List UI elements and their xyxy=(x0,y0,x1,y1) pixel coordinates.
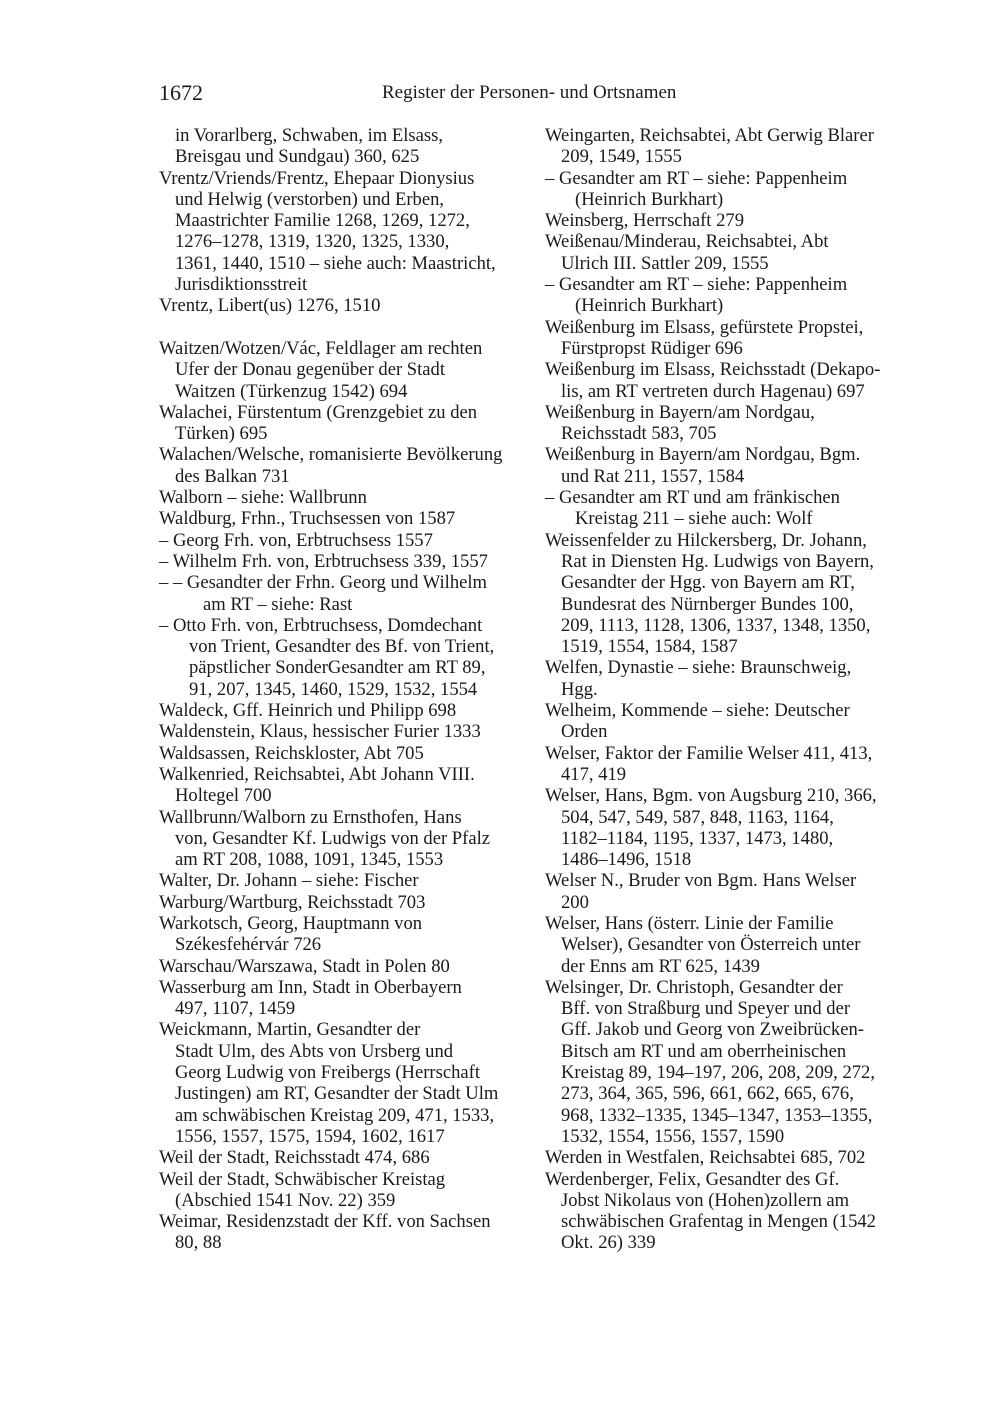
index-entry: Werdenberger, Felix, Gesandter des Gf. xyxy=(545,1168,840,1190)
index-entry-continuation: 1519, 1554, 1584, 1587 xyxy=(561,636,738,658)
index-entry: Werden in Westfalen, Reichsabtei 685, 702 xyxy=(545,1147,866,1169)
index-entry-continuation: der Enns am RT 625, 1439 xyxy=(561,955,760,977)
index-entry-continuation: schwäbischen Grafentag in Mengen (1542 xyxy=(561,1211,876,1233)
index-entry: Welser, Hans, Bgm. von Augsburg 210, 366, xyxy=(545,785,877,807)
index-entry-continuation: Bitsch am RT und am oberrheinischen xyxy=(561,1040,847,1062)
index-entry-continuation: Breisgau und Sundgau) 360, 625 xyxy=(175,146,420,168)
index-entry-continuation: 1276–1278, 1319, 1320, 1325, 1330, xyxy=(175,231,450,253)
index-entry-continuation: Hgg. xyxy=(561,678,598,700)
index-entry-continuation: in Vorarlberg, Schwaben, im Elsass, xyxy=(175,125,444,146)
index-entry-continuation: (Heinrich Burkhart) xyxy=(575,295,724,317)
index-entry-continuation: Rat in Diensten Hg. Ludwigs von Bayern, xyxy=(561,550,874,572)
index-entry: Weimar, Residenzstadt der Kff. von Sachsen xyxy=(159,1211,491,1233)
index-entry: Warkotsch, Georg, Hauptmann von xyxy=(159,912,423,934)
index-entry-continuation: (Heinrich Burkhart) xyxy=(575,188,724,210)
index-entry: Welfen, Dynastie – siehe: Braunschweig, xyxy=(545,657,852,679)
index-entry-continuation: lis, am RT vertreten durch Hagenau) 697 xyxy=(561,380,865,402)
index-entry: Wasserburg am Inn, Stadt in Oberbayern xyxy=(159,976,462,998)
index-entry-continuation: und Rat 211, 1557, 1584 xyxy=(561,465,745,487)
index-entry: Weißenburg in Bayern/am Nordgau, Bgm. xyxy=(545,444,861,466)
page-number: 1672 xyxy=(159,80,203,105)
index-entry: Vrentz/Vriends/Frentz, Ehepaar Dionysius xyxy=(159,167,475,189)
index-entry-continuation: und Helwig (verstorben) und Erben, xyxy=(175,188,445,210)
index-entry-continuation: 80, 88 xyxy=(175,1232,222,1254)
index-entry-continuation: 273, 364, 365, 596, 661, 662, 665, 676, xyxy=(561,1083,854,1105)
index-entry-continuation: von, Gesandter Kf. Ludwigs von der Pfalz xyxy=(175,827,490,849)
index-entry-continuation: 1556, 1557, 1575, 1594, 1602, 1617 xyxy=(175,1125,445,1147)
index-entry-continuation: am RT – siehe: Rast xyxy=(203,593,353,615)
index-entry: Walachei, Fürstentum (Grenzgebiet zu den xyxy=(159,401,478,423)
index-entry: Weinsberg, Herrschaft 279 xyxy=(545,210,745,232)
index-entry-continuation: Waitzen (Türkenzug 1542) 694 xyxy=(175,380,408,402)
index-entry: Warburg/Wartburg, Reichsstadt 703 xyxy=(159,891,426,913)
index-entry-continuation: päpstlicher SonderGesandter am RT 89, xyxy=(189,657,486,679)
index-entry-continuation: Ufer der Donau gegenüber der Stadt xyxy=(175,359,446,381)
index-entry: Weil der Stadt, Schwäbischer Kreistag xyxy=(159,1168,446,1190)
index-entry: Waitzen/Wotzen/Vác, Feldlager am rechten xyxy=(159,337,483,359)
index-entry-continuation: 1532, 1554, 1556, 1557, 1590 xyxy=(561,1125,785,1147)
index-entry: Weingarten, Reichsabtei, Abt Gerwig Blarer xyxy=(545,125,874,146)
index-entry-continuation: Justingen) am RT, Gesandter der Stadt Ulm xyxy=(175,1083,499,1105)
index-entry: Walkenried, Reichsabtei, Abt Johann VIII. xyxy=(159,763,475,785)
index-entry: Welser, Faktor der Familie Welser 411, 413, xyxy=(545,742,873,764)
index-column-right xyxy=(545,125,917,1254)
index-entry: Waldenstein, Klaus, hessischer Furier 1333 xyxy=(159,721,481,743)
index-entry-continuation: 1182–1184, 1195, 1337, 1473, 1480, xyxy=(561,827,834,849)
index-entry-continuation: 209, 1113, 1128, 1306, 1337, 1348, 1350, xyxy=(561,614,871,636)
index-entry: – Gesandter am RT und am fränkischen xyxy=(545,487,840,509)
index-entry: Waldeck, Gff. Heinrich und Philipp 698 xyxy=(159,700,457,722)
index-entry-continuation: Ulrich III. Sattler 209, 1555 xyxy=(561,252,769,274)
index-entry-continuation: Kreistag 211 – siehe auch: Wolf xyxy=(575,508,813,530)
index-entry-continuation: Gff. Jakob und Georg von Zweibrücken- xyxy=(561,1019,864,1041)
index-entry: Welser, Hans (österr. Linie der Familie xyxy=(545,912,834,934)
index-entry-continuation: Türken) 695 xyxy=(175,423,268,445)
index-entry-continuation: Maastrichter Familie 1268, 1269, 1272, xyxy=(175,210,470,232)
index-entry: Weißenburg im Elsass, gefürstete Propstei, xyxy=(545,316,864,338)
index-entry-continuation: Georg Ludwig von Freibergs (Herrschaft xyxy=(175,1062,480,1084)
index-entry-continuation: Welser), Gesandter von Österreich unter xyxy=(561,934,861,956)
index-entry-continuation: 209, 1549, 1555 xyxy=(561,146,682,168)
index-entry-continuation: Gesandter der Hgg. von Bayern am RT, xyxy=(561,572,855,594)
index-entry-continuation: 497, 1107, 1459 xyxy=(175,998,296,1020)
index-entry-continuation: Jobst Nikolaus von (Hohen)zollern am xyxy=(561,1189,850,1211)
index-entry: Welheim, Kommende – siehe: Deutscher xyxy=(545,700,850,722)
running-title: Register der Personen- und Ortsnamen xyxy=(382,82,677,103)
section-gap xyxy=(159,317,531,338)
index-entry-continuation: Stadt Ulm, des Abts von Ursberg und xyxy=(175,1040,454,1062)
index-entry: Weißenburg in Bayern/am Nordgau, xyxy=(545,401,815,423)
index-entry-continuation: 1361, 1440, 1510 – siehe auch: Maastricht, xyxy=(175,252,496,274)
index-entry: – Wilhelm Frh. von, Erbtruchsess 339, 1557 xyxy=(159,550,488,572)
index-entry-continuation: Bff. von Straßburg und Speyer und der xyxy=(561,998,851,1020)
index-entry-continuation: 504, 547, 549, 587, 848, 1163, 1164, xyxy=(561,806,834,828)
index-entry: – – Gesandter der Frhn. Georg und Wilhelm xyxy=(159,572,488,594)
index-entry: – Gesandter am RT – siehe: Pappenheim xyxy=(545,274,848,296)
index-entry-continuation: Orden xyxy=(561,721,608,743)
index-entry-continuation: 1486–1496, 1518 xyxy=(561,849,692,871)
index-entry: Welser N., Bruder von Bgm. Hans Welser xyxy=(545,870,857,892)
index-entry: – Georg Frh. von, Erbtruchsess 1557 xyxy=(159,529,433,551)
index-entry: Warschau/Warszawa, Stadt in Polen 80 xyxy=(159,955,450,977)
index-entry: – Gesandter am RT – siehe: Pappenheim xyxy=(545,167,848,189)
index-entry-continuation: 417, 419 xyxy=(561,763,627,785)
index-entry: Welsinger, Dr. Christoph, Gesandter der xyxy=(545,976,843,998)
index-entry-continuation: am RT 208, 1088, 1091, 1345, 1553 xyxy=(175,849,444,871)
index-entry-continuation: Fürstpropst Rüdiger 696 xyxy=(561,337,743,359)
index-entry-continuation: Holtegel 700 xyxy=(175,785,272,807)
index-entry-continuation: 91, 207, 1345, 1460, 1529, 1532, 1554 xyxy=(189,678,478,700)
index-entry-continuation: 200 xyxy=(561,891,589,913)
index-entry-continuation: von Trient, Gesandter des Bf. von Trient, xyxy=(189,636,495,658)
index-entry: Waldsassen, Reichskloster, Abt 705 xyxy=(159,742,424,764)
index-entry-continuation: des Balkan 731 xyxy=(175,465,290,487)
index-entry: Weickmann, Martin, Gesandter der xyxy=(159,1019,421,1041)
index-entry: Weißenburg im Elsass, Reichsstadt (Dekapo- xyxy=(545,359,881,381)
index-entry-continuation: Székesfehérvár 726 xyxy=(175,934,322,956)
index-entry: Weissenfelder zu Hilckersberg, Dr. Johann, xyxy=(545,529,867,551)
index-entry-continuation: Kreistag 89, 194–197, 206, 208, 209, 272, xyxy=(561,1062,876,1084)
index-entry-continuation: Bundesrat des Nürnberger Bundes 100, xyxy=(561,593,854,615)
index-entry-continuation: Jurisdiktionsstreit xyxy=(175,274,308,296)
index-entry-continuation: Reichsstadt 583, 705 xyxy=(561,423,717,445)
index-column-left xyxy=(159,125,531,1254)
index-entry-continuation: (Abschied 1541 Nov. 22) 359 xyxy=(175,1189,396,1211)
index-entry: – Otto Frh. von, Erbtruchsess, Domdechant xyxy=(159,614,483,636)
index-entry-continuation: am schwäbischen Kreistag 209, 471, 1533, xyxy=(175,1104,495,1126)
index-entry: Walachen/Welsche, romanisierte Bevölkerung xyxy=(159,444,503,466)
index-entry-continuation: Okt. 26) 339 xyxy=(561,1232,656,1254)
index-entry: Waldburg, Frhn., Truchsessen von 1587 xyxy=(159,508,456,530)
index-entry-continuation: 968, 1332–1335, 1345–1347, 1353–1355, xyxy=(561,1104,873,1126)
index-entry: Walter, Dr. Johann – siehe: Fischer xyxy=(159,870,419,892)
index-entry: Weil der Stadt, Reichsstadt 474, 686 xyxy=(159,1147,430,1169)
index-entry: Weißenau/Minderau, Reichsabtei, Abt xyxy=(545,231,829,253)
index-entry: Wallbrunn/Walborn zu Ernsthofen, Hans xyxy=(159,806,462,828)
index-entry: Walborn – siehe: Wallbrunn xyxy=(159,487,367,509)
index-entry: Vrentz, Libert(us) 1276, 1510 xyxy=(159,295,381,317)
